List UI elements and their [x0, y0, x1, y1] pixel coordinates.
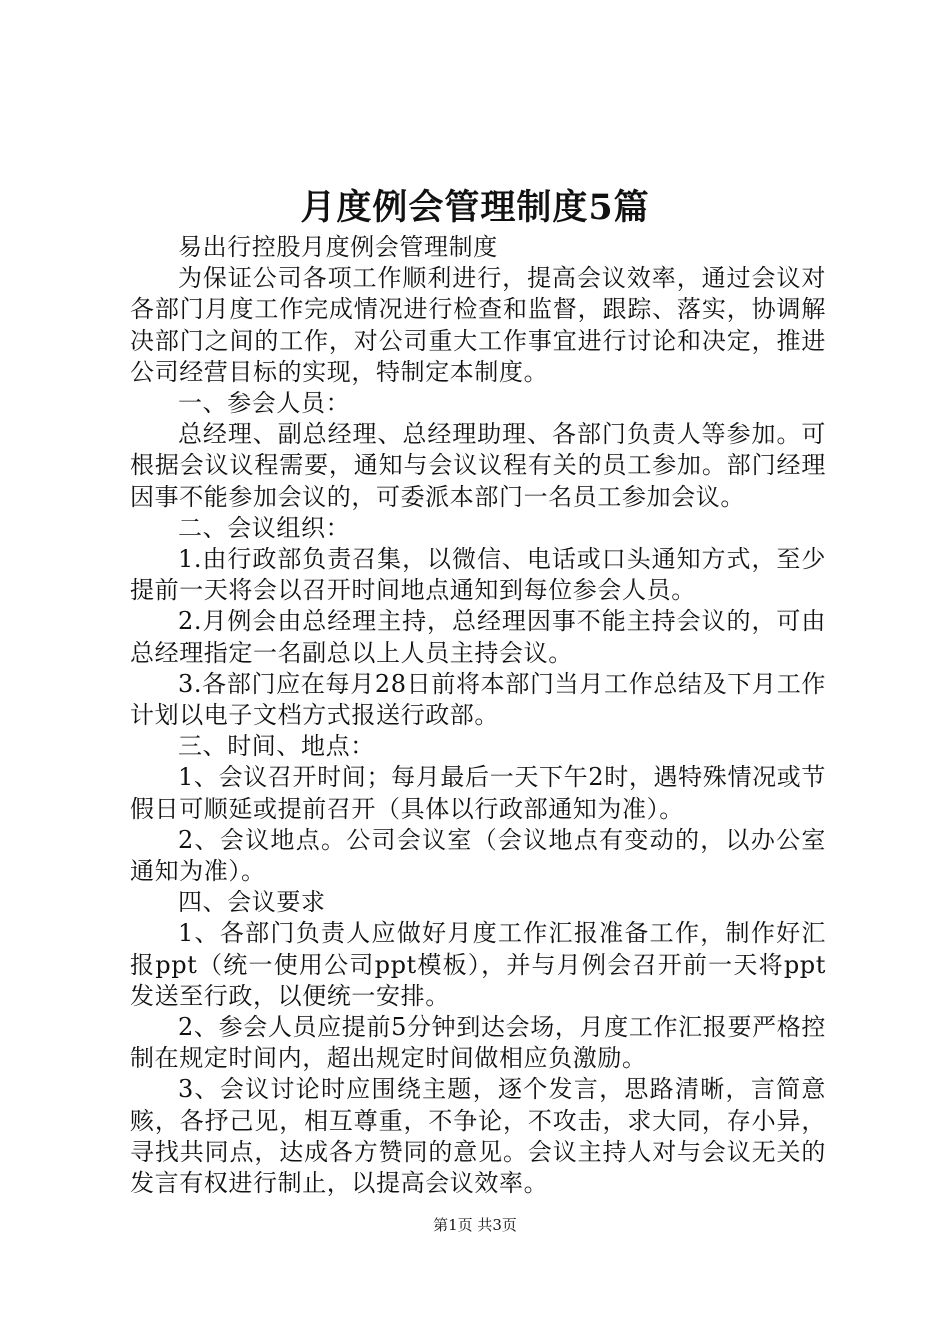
paragraph-attendees: 总经理、副总经理、总经理助理、各部门负责人等参加。可根据会议议程需要，通知与会议议程有关的员工参加。部门经理因事不能参加会议的，可委派本部门一名员工参加会议。 — [130, 420, 826, 511]
paragraph-organization-2: 2.月例会由总经理主持，总经理因事不能主持会议的，可由总经理指定一名副总以上人员主持会议。 — [130, 607, 826, 667]
paragraph-requirement-3: 3、会议讨论时应围绕主题，逐个发言，思路清晰，言简意赅，各抒己见，相互尊重，不争论，不攻击，求大同，存小异，寻找共同点，达成各方赞同的意见。会议主持人对与会议无关的发言有权进行制止，以提高会议效率。 — [130, 1075, 826, 1198]
section-heading-organization: 二、会议组织： — [178, 513, 351, 542]
paragraph-organization-1: 1.由行政部负责召集，以微信、电话或口头通知方式，至少提前一天将会以召开时间地点通知到每位参会人员。 — [130, 545, 826, 605]
paragraph-time: 1、会议召开时间；每月最后一天下午2时，遇特殊情况或节假日可顺延或提前召开（具体以行政部通知为准）。 — [130, 763, 826, 823]
paragraph-organization-3: 3.各部门应在每月28日前将本部门当月工作总结及下月工作计划以电子文档方式报送行政部。 — [130, 669, 826, 730]
document-title: 月度例会管理制度5篇 — [300, 187, 650, 228]
paragraph-purpose: 为保证公司各项工作顺利进行，提高会议效率，通过会议对各部门月度工作完成情况进行检查和监督，跟踪、落实，协调解决部门之间的工作，对公司重大工作事宜进行讨论和决定，推进公司经营目标的实现，特制定本制度。 — [130, 264, 826, 386]
section-heading-time-place: 三、时间、地点： — [178, 732, 375, 761]
section-heading-requirements: 四、会议要求 — [178, 888, 326, 917]
paragraph-requirement-1: 1、各部门负责人应做好月度工作汇报准备工作，制作好汇报ppt（统一使用公司ppt模板），并与月例会召开前一天将ppt发送至行政，以便统一安排。 — [130, 919, 826, 1010]
page-number-footer: 第1页 共3页 — [433, 1216, 517, 1234]
paragraph-requirement-2: 2、参会人员应提前5分钟到达会场，月度工作汇报要严格控制在规定时间内，超出规定时间做相应负激励。 — [130, 1013, 826, 1073]
section-heading-attendees: 一、参会人员： — [178, 389, 351, 418]
paragraph-place: 2、会议地点。公司会议室（会议地点有变动的，以办公室通知为准）。 — [130, 825, 826, 886]
document-body — [130, 232, 826, 1199]
paragraph-subtitle: 易出行控股月度例会管理制度 — [178, 233, 498, 261]
